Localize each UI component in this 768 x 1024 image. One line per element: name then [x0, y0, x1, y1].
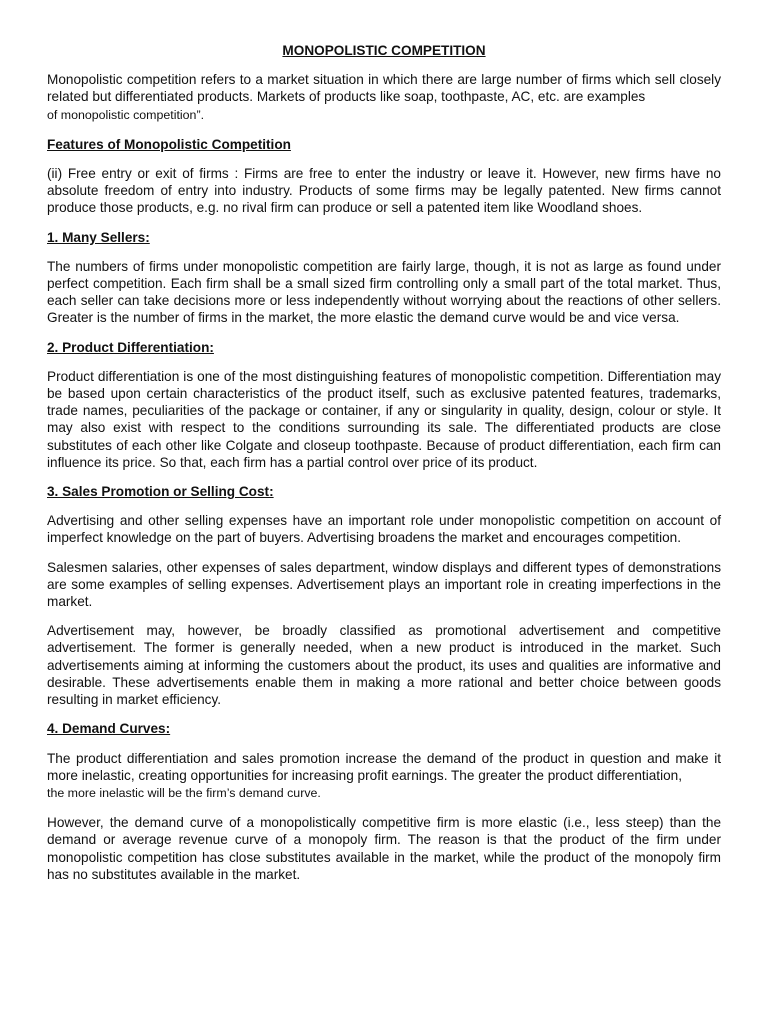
demand-curves-paragraph-1	[47, 750, 721, 803]
sales-promotion-paragraph-3: Advertisement may, however, be broadly classified as promotional advertisement and competitive advertisement. The former is generally needed, when a new product is introduced in the market. Such advertisements aiming at informing the customers about the product, its uses and qualities are informative and desirable. These advertisements enable them in making a more rational and better choice between goods resulting in market efficiency.	[47, 623, 721, 708]
intro-paragraph	[47, 71, 721, 124]
demand-curves-paragraph-2: However, the demand curve of a monopolistically competitive firm is more elastic (i.e., less steep) than the demand or average revenue curve of a monopoly firm. The reason is that the product of the firm under monopolistic competition has close substitutes available in the market, while the product of the monopoly firm has no substitutes available in the market.	[47, 815, 721, 882]
sales-promotion-paragraph-2: Salesmen salaries, other expenses of sales department, window displays and different types of demonstrations are some examples of selling expenses. Advertisement plays an important role in creating imperfections in the market.	[47, 559, 721, 610]
section-heading-sales-promotion: 3. Sales Promotion or Selling Cost:	[47, 484, 274, 500]
demand-curves-tail-text: the more inelastic will be the firm’s demand curve.	[47, 785, 321, 800]
free-entry-paragraph: (ii) Free entry or exit of firms : Firms are free to enter the industry or leave it. However, new firms have no absolute freedom of entry into industry. Products of some firms may be legally patented. New firms cannot produce those products, e.g. no rival firm can produce or sell a patented item like Woodland shoes.	[47, 166, 721, 216]
intro-text: Monopolistic competition refers to a market situation in which there are large number of firms which sell closely related but differentiated products. Markets of products like soap, toothpaste, AC, etc. are examples	[47, 72, 721, 105]
section-heading-product-differentiation: 2. Product Differentiation:	[47, 339, 214, 355]
sales-promotion-paragraph-1: Advertising and other selling expenses have an important role under monopolistic competition on account of imperfect knowledge on the part of buyers. Advertising broadens the market and encourages competition.	[47, 513, 721, 546]
product-differentiation-paragraph: Product differentiation is one of the most distinguishing features of monopolistic competition. Differentiation may be based upon certain characteristics of the product itself, such as exclusive patented features, trademarks, trade names, peculiarities of the package or container, if any or singularity in quality, design, colour or style. It may also exist with respect to the conditions surrounding its sale. The differentiated products are close substitutes of each other like Colgate and closeup toothpaste. Because of product differentiation, each firm can influence its price. So that, each firm has a partial control over price of its product.	[47, 368, 721, 470]
many-sellers-paragraph: The numbers of firms under monopolistic competition are fairly large, though, it is not as large as found under perfect competition. Each firm shall be a small sized firm controlling only a small part of the total market. Thus, each seller can take decisions more or less independently without worrying about the reactions of other sellers. Greater is the number of firms in the market, the more elastic the demand curve would be and vice versa.	[47, 258, 721, 326]
section-heading-demand-curves: 4. Demand Curves:	[47, 721, 171, 737]
features-heading: Features of Monopolistic Competition	[47, 136, 291, 152]
document-title: MONOPOLISTIC COMPETITION	[282, 43, 486, 58]
intro-tail-text: of monopolistic competition”.	[47, 107, 205, 122]
section-heading-many-sellers: 1. Many Sellers:	[47, 229, 150, 245]
demand-curves-text: The product differentiation and sales promotion increase the demand of the product in question and make it more inelastic, creating opportunities for increasing profit earnings. The greater the product differentiation,	[47, 750, 721, 783]
